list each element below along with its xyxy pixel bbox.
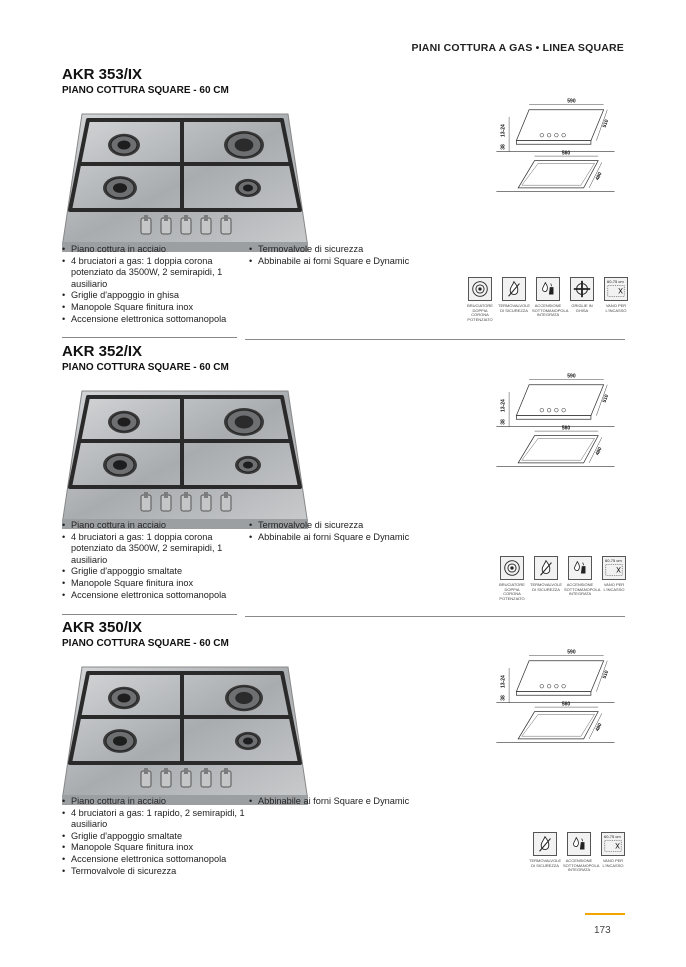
cooktop-photo (62, 102, 308, 254)
ignition-icon (568, 556, 592, 580)
knob (141, 215, 151, 234)
feature-item: • Accensione elettronica sottomanopola (62, 590, 248, 602)
installation-icon (604, 277, 628, 301)
feature-icon-box (600, 277, 632, 322)
knob (141, 768, 151, 787)
product-section (0, 619, 686, 889)
ignition-icon (567, 832, 591, 856)
dimension-label: 13-24 (500, 675, 507, 688)
ignition-icon (536, 277, 560, 301)
dimension-label: 480 (594, 446, 604, 457)
feature-icon-label: TERMOVALVOLE DI SICUREZZA (498, 303, 531, 313)
feature-icon-box (498, 277, 530, 322)
feature-icon-label: VANO PER L'INCASSO (602, 858, 624, 868)
dimension-label: 13-24 (500, 399, 507, 412)
cooktop-photo (62, 655, 308, 807)
feature-item: • 4 bruciatori a gas: 1 doppia corona potenziato da 3500W, 2 semirapidi, 1 ausiliario (62, 256, 248, 291)
feature-icons (464, 277, 632, 322)
dimension-label: 480 (594, 722, 604, 733)
product-model: AKR 353/IX (62, 66, 143, 83)
double-crown-burner-icon (468, 277, 492, 301)
knob (201, 768, 211, 787)
dimension-label: 560 (561, 701, 571, 708)
burner (235, 456, 261, 474)
product-subtitle: PIANO COTTURA SQUARE - 60 CM (62, 362, 229, 373)
icon-range: 60-75 cm (605, 558, 622, 563)
dimension-label: 560 (561, 150, 571, 157)
knob (221, 215, 231, 234)
cast-iron-grid-icon (570, 277, 594, 301)
product-subtitle: PIANO COTTURA SQUARE - 60 CM (62, 638, 229, 649)
dimension-label: 560 (561, 425, 571, 432)
knob (161, 768, 171, 787)
burner (108, 687, 140, 709)
burner (103, 176, 137, 200)
icon-range: 60-75 cm (604, 834, 621, 839)
feature-item: • Piano cottura in acciaio (62, 244, 248, 256)
feature-item: • Manopole Square finitura inox (62, 302, 248, 314)
double-crown-burner-icon (500, 556, 524, 580)
feature-list-left (62, 520, 248, 601)
feature-item: • Griglie d'appoggio in ghisa (62, 290, 248, 302)
feature-icons (529, 832, 629, 873)
icon-range: 60-75 cm (607, 279, 624, 284)
feature-item: • Manopole Square finitura inox (62, 578, 248, 590)
feature-item: • Termovalvole di sicurezza (249, 520, 449, 532)
burner (235, 732, 261, 750)
installation-icon (601, 832, 625, 856)
page-number: 173 (594, 925, 611, 936)
knob (221, 492, 231, 511)
feature-item: • Abbinabile ai forni Square e Dynamic (249, 532, 449, 544)
burner (108, 134, 140, 156)
feature-item: • 4 bruciatori a gas: 1 doppia corona potenziato da 3500W, 2 semirapidi, 1 ausiliario (62, 532, 248, 567)
dimension-label: 510 (601, 393, 611, 404)
burner (103, 453, 137, 477)
feature-icons (496, 556, 630, 601)
dimension-label: 38 (500, 144, 507, 150)
feature-list-left (62, 244, 248, 325)
burner (224, 408, 264, 436)
product-subtitle: PIANO COTTURA SQUARE - 60 CM (62, 85, 229, 96)
knob (221, 768, 231, 787)
dimension-label: 38 (500, 695, 507, 701)
thermocouple-icon (533, 832, 557, 856)
knob (181, 215, 191, 234)
knob (201, 492, 211, 511)
section-divider-left (62, 614, 237, 615)
product-model: AKR 352/IX (62, 343, 143, 360)
feature-icon-label: BRUCIATORE DOPPIA CORONA POTENZIATO (499, 582, 525, 601)
feature-icon-label: ACCENSIONE SOTTOMANOPOLA INTEGRATA (532, 303, 569, 318)
burner (225, 685, 263, 712)
dimension-label: 480 (594, 171, 604, 182)
feature-icon-label: GRIGLIE IN GHISA (571, 303, 593, 313)
feature-icon-box (566, 277, 598, 322)
feature-icon-box (496, 556, 528, 601)
feature-item: • Termovalvole di sicurezza (62, 866, 248, 878)
dimension-diagram (490, 648, 630, 748)
thermocouple-icon (502, 277, 526, 301)
feature-item: • Abbinabile ai forni Square e Dynamic (249, 796, 449, 808)
feature-list-right (249, 796, 449, 808)
feature-item: • Abbinabile ai forni Square e Dynamic (249, 256, 449, 268)
feature-icon-label: TERMOVALVOLE DI SICUREZZA (529, 858, 562, 868)
knob (161, 492, 171, 511)
section-divider-left (62, 337, 237, 338)
burner (224, 131, 264, 159)
feature-icon-label: TERMOVALVOLE DI SICUREZZA (530, 582, 563, 592)
page-header: PIANI COTTURA A GAS • LINEA SQUARE (411, 42, 624, 54)
feature-icon-box (597, 832, 629, 873)
section-divider (245, 616, 625, 617)
feature-item: • Accensione elettronica sottomanopola (62, 854, 248, 866)
burner (235, 179, 261, 197)
burner (108, 411, 140, 433)
knob (161, 215, 171, 234)
feature-icon-box (529, 832, 561, 873)
knob (141, 492, 151, 511)
burner (103, 729, 137, 753)
feature-icon-label: VANO PER L'INCASSO (603, 582, 625, 592)
feature-icon-label: ACCENSIONE SOTTOMANOPOLA INTEGRATA (563, 858, 600, 873)
feature-icon-box (464, 277, 496, 322)
page-accent-line (585, 913, 625, 915)
dimension-label: 13-24 (500, 124, 507, 137)
feature-icon-box (532, 277, 569, 322)
feature-list-right (249, 520, 449, 543)
feature-icon-box (598, 556, 630, 601)
product-section (0, 343, 686, 613)
feature-list-left (62, 796, 248, 877)
cooktop-photo (62, 379, 308, 531)
feature-icon-box (564, 556, 601, 601)
feature-icon-label: BRUCIATORE DOPPIA CORONA POTENZIATO (467, 303, 493, 322)
feature-item: • Griglie d'appoggio smaltate (62, 566, 248, 578)
feature-icon-box (563, 832, 600, 873)
thermocouple-icon (534, 556, 558, 580)
knob (201, 215, 211, 234)
knob (181, 768, 191, 787)
feature-item: • Griglie d'appoggio smaltate (62, 831, 248, 843)
feature-icon-label: VANO PER L'INCASSO (605, 303, 627, 313)
feature-item: • Piano cottura in acciaio (62, 520, 248, 532)
feature-item: • Termovalvole di sicurezza (249, 244, 449, 256)
dimension-diagram (490, 372, 630, 472)
installation-icon (602, 556, 626, 580)
dimension-label: 38 (500, 419, 507, 425)
feature-list-right (249, 244, 449, 267)
feature-item: • Piano cottura in acciaio (62, 796, 248, 808)
dimension-label: 590 (567, 98, 576, 105)
feature-item: • Manopole Square finitura inox (62, 842, 248, 854)
feature-item: • Accensione elettronica sottomanopola (62, 314, 248, 326)
feature-icon-label: ACCENSIONE SOTTOMANOPOLA INTEGRATA (564, 582, 601, 597)
dimension-diagram (490, 97, 630, 197)
knob (181, 492, 191, 511)
dimension-label: 510 (601, 669, 611, 680)
feature-icon-box (530, 556, 562, 601)
dimension-label: 510 (601, 118, 611, 129)
product-model: AKR 350/IX (62, 619, 143, 636)
section-divider (245, 339, 625, 340)
product-section (0, 66, 686, 336)
feature-item: • 4 bruciatori a gas: 1 rapido, 2 semirapidi, 1 ausiliario (62, 808, 248, 831)
dimension-label: 590 (567, 373, 576, 380)
dimension-label: 590 (567, 649, 576, 656)
